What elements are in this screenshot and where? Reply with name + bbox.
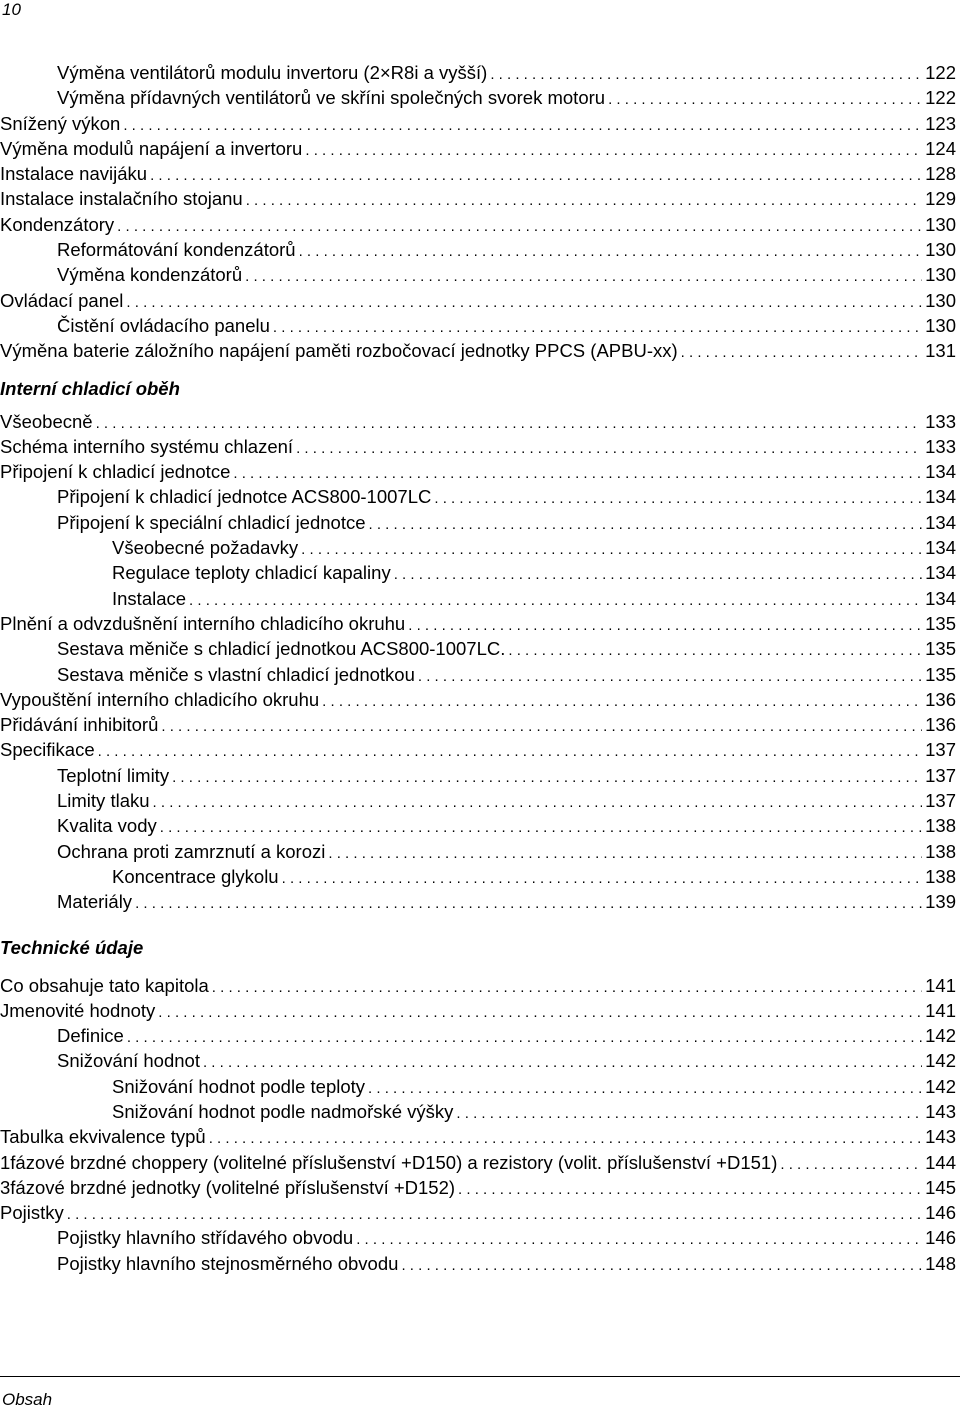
- toc-entry-page: 142: [925, 1050, 956, 1072]
- toc-leader-dots: [161, 714, 922, 739]
- toc-leader-dots: [458, 1177, 922, 1202]
- toc-entry-title: Vypouštění interního chladicího okruhu: [0, 688, 320, 710]
- toc-leader-dots: [282, 866, 923, 891]
- toc-leader-dots: [608, 87, 922, 112]
- toc-entry[interactable]: [0, 788, 956, 813]
- toc-entry-page: 123: [925, 112, 956, 134]
- toc-entry-page: 137: [925, 790, 956, 812]
- toc-entry-title: Připojení k speciální chladicí jednotce: [57, 511, 366, 533]
- toc-entry-title: 3fázové brzdné jednotky (volitelné příslušenství +D152): [0, 1176, 456, 1198]
- toc-entry[interactable]: [0, 1251, 956, 1276]
- toc-leader-dots: [158, 1000, 922, 1025]
- toc-leader-dots: [233, 461, 922, 486]
- toc-entry-page: 143: [925, 1126, 956, 1148]
- toc-entry-page: 145: [925, 1176, 956, 1198]
- toc-entry-page: 124: [925, 137, 956, 159]
- toc-entry-page: 129: [925, 188, 956, 210]
- toc-entry-page: 137: [925, 764, 956, 786]
- toc-entry[interactable]: [0, 161, 956, 186]
- page-number: 10: [2, 0, 21, 19]
- toc-entry-title: Tabulka ekvivalence typů: [0, 1126, 206, 1148]
- toc-leader-dots: [434, 486, 922, 511]
- toc-entry-page: 130: [925, 213, 956, 235]
- toc-entry[interactable]: [0, 459, 956, 484]
- toc-entry[interactable]: [0, 288, 956, 313]
- toc-entry-title: Sestava měniče s chladicí jednotkou ACS800-1007LC.: [57, 638, 506, 660]
- toc-entry[interactable]: [0, 313, 956, 338]
- toc-entry-page: 135: [925, 638, 956, 660]
- toc-leader-dots: [117, 214, 922, 239]
- toc-entry-page: 134: [925, 537, 956, 559]
- toc-leader-dots: [401, 1253, 922, 1278]
- toc-entry-page: 130: [925, 314, 956, 336]
- toc-entry[interactable]: [0, 662, 956, 687]
- toc-entry[interactable]: [0, 262, 956, 287]
- toc-entry-title: Pojistky hlavního střídavého obvodu: [57, 1227, 354, 1249]
- toc-entry-page: 136: [925, 688, 956, 710]
- toc-entry-title: Výměna modulů napájení a invertoru: [0, 137, 303, 159]
- toc-entry-page: 139: [925, 891, 956, 913]
- toc-entry-title: Výměna ventilátorů modulu invertoru (2×R8i a vyšší): [57, 62, 488, 83]
- toc-leader-dots: [98, 739, 923, 764]
- toc-leader-dots: [369, 512, 923, 537]
- toc-entry[interactable]: [0, 611, 956, 636]
- toc-entry[interactable]: [0, 136, 956, 161]
- toc-entry-title: Snižování hodnot: [57, 1050, 200, 1072]
- toc-entry-page: 134: [925, 486, 956, 508]
- toc-entry-title: Limity tlaku: [57, 790, 150, 812]
- toc-leader-dots: [203, 1050, 922, 1075]
- toc-entry-page: 134: [925, 562, 956, 584]
- toc-entry-page: 134: [925, 587, 956, 609]
- toc-entry[interactable]: [0, 737, 956, 762]
- toc-entry[interactable]: [0, 864, 956, 889]
- toc-entry-title: Instalace instalačního stojanu: [0, 188, 243, 210]
- toc-leader-dots: [780, 1152, 922, 1177]
- toc-entry[interactable]: [0, 687, 956, 712]
- toc-leader-dots: [508, 638, 922, 663]
- toc-entry-title: Výměna kondenzátorů: [57, 264, 243, 286]
- toc-entry-title: Plnění a odvzdušnění interního chladicího okruhu: [0, 612, 406, 634]
- toc-entry-title: Ochrana proti zamrznutí a korozi: [57, 840, 326, 862]
- toc-entry[interactable]: [0, 85, 956, 110]
- toc-leader-dots: [356, 1227, 922, 1252]
- toc-leader-dots: [67, 1202, 922, 1227]
- toc-leader-dots: [126, 290, 922, 315]
- toc-entry[interactable]: [0, 1200, 956, 1225]
- toc-leader-dots: [273, 315, 922, 340]
- toc-entry-page: 135: [925, 663, 956, 685]
- toc-entry-page: 148: [925, 1252, 956, 1274]
- toc-entry-title: Specifikace: [0, 739, 95, 761]
- table-of-contents: [0, 60, 956, 1276]
- toc-entry[interactable]: [0, 636, 956, 661]
- toc-entry-page: 143: [925, 1100, 956, 1122]
- toc-entry[interactable]: [0, 712, 956, 737]
- toc-entry[interactable]: [0, 1048, 956, 1073]
- toc-entry-title: Pojistky hlavního stejnosměrného obvodu: [57, 1252, 399, 1274]
- toc-entry-page: 130: [925, 239, 956, 261]
- toc-entry[interactable]: [0, 409, 956, 434]
- toc-entry-title: Definice: [57, 1025, 124, 1047]
- footer-rule: [0, 1376, 960, 1377]
- toc-entry-page: 141: [925, 999, 956, 1021]
- toc-entry-page: 130: [925, 264, 956, 286]
- toc-leader-dots: [246, 188, 922, 213]
- toc-leader-dots: [305, 138, 922, 163]
- toc-group-1: [0, 60, 956, 364]
- toc-leader-dots: [299, 239, 923, 264]
- toc-entry[interactable]: [0, 1175, 956, 1200]
- section-title-technical: Technické údaje: [0, 936, 144, 958]
- toc-entry[interactable]: [0, 1099, 956, 1124]
- toc-leader-dots: [490, 62, 922, 87]
- toc-entry-title: Sestava měniče s vlastní chladicí jednotkou: [57, 663, 415, 685]
- toc-leader-dots: [150, 163, 922, 188]
- toc-entry-title: Všeobecně: [0, 410, 93, 432]
- toc-entry-page: 142: [925, 1075, 956, 1097]
- toc-entry[interactable]: [0, 763, 956, 788]
- toc-entry[interactable]: [0, 535, 956, 560]
- toc-entry[interactable]: [0, 1124, 956, 1149]
- toc-leader-dots: [189, 588, 922, 613]
- toc-group-3: [0, 973, 956, 1277]
- toc-entry-title: Teplotní limity: [57, 764, 170, 786]
- toc-entry[interactable]: [0, 237, 956, 262]
- footer-label: Obsah: [2, 1390, 53, 1409]
- toc-entry-page: 138: [925, 865, 956, 887]
- toc-entry-page: 141: [925, 974, 956, 996]
- toc-entry-title: Čistění ovládacího panelu: [57, 314, 270, 336]
- toc-entry-title: Materiály: [57, 891, 133, 913]
- toc-entry-page: 134: [925, 511, 956, 533]
- toc-leader-dots: [245, 264, 922, 289]
- toc-entry-page: 122: [925, 62, 956, 83]
- toc-leader-dots: [153, 790, 923, 815]
- section-title-cooling: Interní chladicí oběh: [0, 377, 180, 399]
- toc-entry-title: Pojistky: [0, 1202, 64, 1224]
- toc-entry-page: 130: [925, 289, 956, 311]
- toc-entry[interactable]: [0, 586, 956, 611]
- toc-leader-dots: [681, 340, 922, 365]
- toc-entry-title: Výměna baterie záložního napájení paměti rozbočovací jednotky PPCS (APBU-xx): [0, 340, 678, 362]
- toc-entry[interactable]: [0, 510, 956, 535]
- toc-leader-dots: [123, 113, 922, 138]
- toc-entry[interactable]: [0, 1150, 956, 1175]
- toc-entry-title: Všeobecné požadavky: [112, 537, 299, 559]
- toc-entry-title: Regulace teploty chladicí kapaliny: [112, 562, 391, 584]
- toc-entry[interactable]: [0, 1225, 956, 1250]
- toc-entry-page: 137: [925, 739, 956, 761]
- toc-entry[interactable]: [0, 60, 956, 85]
- toc-entry-title: Kvalita vody: [57, 815, 157, 837]
- toc-leader-dots: [408, 613, 922, 638]
- toc-entry-page: 146: [925, 1227, 956, 1249]
- toc-entry[interactable]: [0, 973, 956, 998]
- toc-entry[interactable]: [0, 813, 956, 838]
- toc-entry-page: 133: [925, 410, 956, 432]
- toc-entry-page: 146: [925, 1202, 956, 1224]
- toc-leader-dots: [394, 562, 922, 587]
- toc-leader-dots: [209, 1126, 922, 1151]
- toc-leader-dots: [160, 815, 922, 840]
- toc-leader-dots: [135, 891, 922, 916]
- toc-entry-title: Ovládací panel: [0, 289, 124, 311]
- toc-entry-page: 134: [925, 461, 956, 483]
- toc-entry[interactable]: [0, 186, 956, 211]
- toc-entry[interactable]: [0, 212, 956, 237]
- toc-entry[interactable]: [0, 1074, 956, 1099]
- toc-entry-title: Jmenovité hodnoty: [0, 999, 156, 1021]
- toc-entry[interactable]: [0, 998, 956, 1023]
- toc-entry-page: 138: [925, 815, 956, 837]
- toc-entry-title: 1fázové brzdné choppery (volitelné příslušenství +D150) a rezistory (volit. příslušenství +D151): [0, 1151, 778, 1173]
- toc-entry-title: Přidávání inhibitorů: [0, 714, 159, 736]
- toc-entry-page: 131: [925, 340, 956, 362]
- toc-entry[interactable]: [0, 1023, 956, 1048]
- toc-entry-page: 133: [925, 435, 956, 457]
- toc-entry-title: Výměna přídavných ventilátorů ve skříni společných svorek motoru: [57, 87, 606, 109]
- toc-entry[interactable]: [0, 338, 956, 363]
- toc-leader-dots: [328, 841, 922, 866]
- toc-entry[interactable]: [0, 434, 956, 459]
- toc-leader-dots: [368, 1076, 922, 1101]
- toc-entry-title: Instalace: [112, 587, 187, 609]
- toc-leader-dots: [127, 1025, 922, 1050]
- toc-entry-title: Reformátování kondenzátorů: [57, 239, 296, 261]
- toc-entry-title: Snižování hodnot podle teploty: [112, 1075, 366, 1097]
- toc-entry-title: Instalace navijáku: [0, 163, 148, 185]
- toc-leader-dots: [322, 689, 922, 714]
- toc-entry-title: Připojení k chladicí jednotce ACS800-1007LC: [57, 486, 432, 508]
- toc-entry-title: Snižování hodnot podle nadmořské výšky: [112, 1100, 454, 1122]
- toc-leader-dots: [96, 411, 923, 436]
- toc-entry-page: 128: [925, 163, 956, 185]
- toc-leader-dots: [212, 975, 922, 1000]
- toc-group-2: [0, 409, 956, 915]
- toc-entry-page: 122: [925, 87, 956, 109]
- toc-leader-dots: [296, 436, 922, 461]
- toc-entry-page: 144: [925, 1151, 956, 1173]
- toc-leader-dots: [418, 664, 922, 689]
- toc-entry[interactable]: [0, 839, 956, 864]
- toc-entry-title: Kondenzátory: [0, 213, 115, 235]
- toc-entry-page: 135: [925, 612, 956, 634]
- toc-entry[interactable]: [0, 484, 956, 509]
- toc-entry-title: Schéma interního systému chlazení: [0, 435, 294, 457]
- toc-entry-title: Připojení k chladicí jednotce: [0, 461, 231, 483]
- toc-entry-page: 142: [925, 1025, 956, 1047]
- toc-entry[interactable]: [0, 889, 956, 914]
- toc-entry-title: Co obsahuje tato kapitola: [0, 974, 209, 996]
- toc-entry-page: 136: [925, 714, 956, 736]
- toc-entry-title: Snížený výkon: [0, 112, 121, 134]
- toc-leader-dots: [172, 765, 922, 790]
- toc-entry[interactable]: [0, 560, 956, 585]
- toc-leader-dots: [456, 1101, 922, 1126]
- toc-entry[interactable]: [0, 111, 956, 136]
- toc-entry-title: Koncentrace glykolu: [112, 865, 279, 887]
- toc-entry-page: 138: [925, 840, 956, 862]
- toc-leader-dots: [301, 537, 922, 562]
